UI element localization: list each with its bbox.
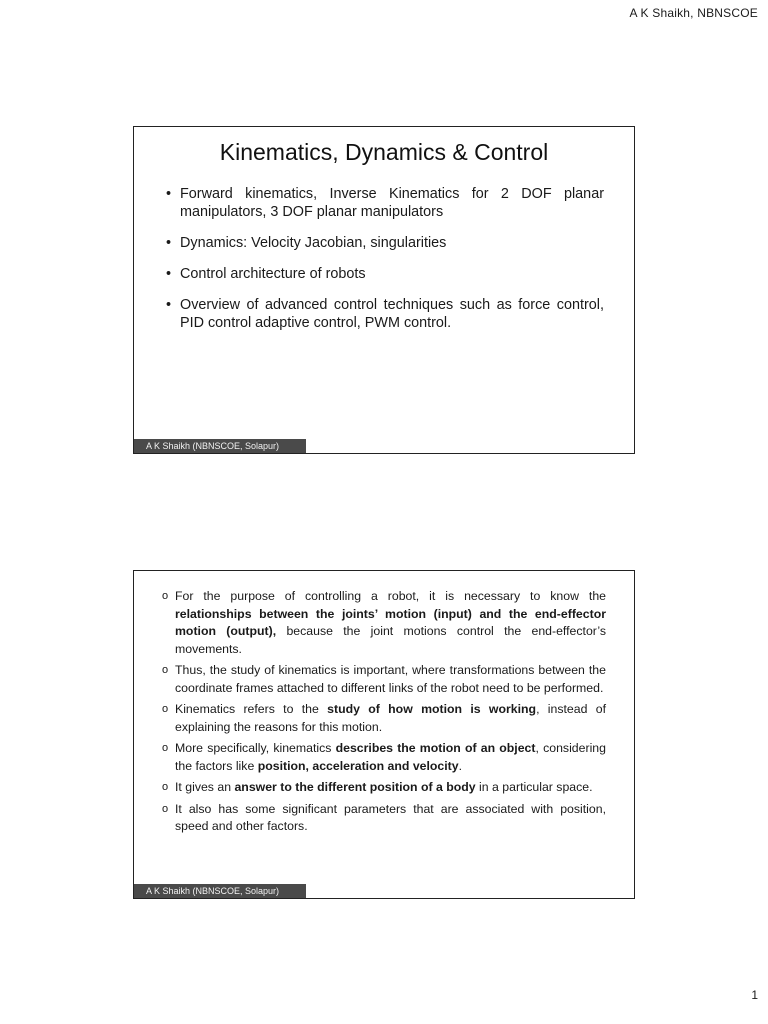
slide-bullet-list xyxy=(166,185,604,345)
bullet-item: o For the purpose of controlling a robot, it is necessary to know the relationships between the joints’ motion (input) and the end-effector motion (output), because the joint motions control the end-effector’s movements. xyxy=(162,588,606,658)
bullet-item: o More specifically, kinematics describes the motion of an object, considering the factors like position, acceleration and velocity. xyxy=(162,740,606,775)
bullet-item: o Thus, the study of kinematics is important, where transformations between the coordinate frames attached to different links of the robot need to be performed. xyxy=(162,662,606,697)
slide-bullet-list xyxy=(162,588,606,840)
bullet-item: o It also has some significant parameters that are associated with position, speed and other factors. xyxy=(162,801,606,836)
slide-kinematics-overview xyxy=(133,570,635,899)
bullet-item: • Dynamics: Velocity Jacobian, singularities xyxy=(166,234,604,252)
slide-title: Kinematics, Dynamics & Control xyxy=(219,139,549,165)
bullet-item: o Kinematics refers to the study of how motion is working, instead of explaining the reasons for this motion. xyxy=(162,701,606,736)
slide-footer: A K Shaikh (NBNSCOE, Solapur) xyxy=(134,439,306,453)
bullet-item: • Control architecture of robots xyxy=(166,265,604,283)
bullet-item: • Forward kinematics, Inverse Kinematics for 2 DOF planar manipulators, 3 DOF planar manipulators xyxy=(166,185,604,221)
slide-kinematics-dynamics-control xyxy=(133,126,635,454)
page-number: 1 xyxy=(751,988,758,1002)
bullet-item: o It gives an answer to the different position of a body in a particular space. xyxy=(162,779,606,797)
page-header: A K Shaikh, NBNSCOE xyxy=(629,6,758,20)
slide-footer: A K Shaikh (NBNSCOE, Solapur) xyxy=(134,884,306,898)
bullet-item: • Overview of advanced control techniques such as force control, PID control adaptive control, PWM control. xyxy=(166,296,604,332)
